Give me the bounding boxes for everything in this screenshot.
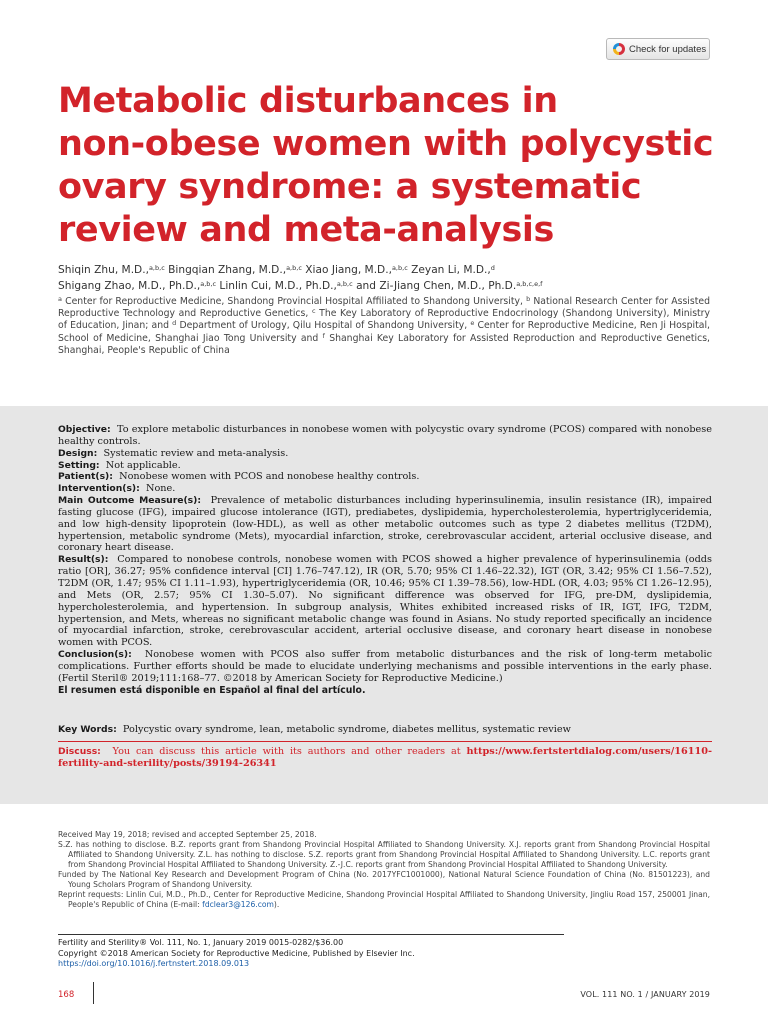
title-line: Metabolic disturbances in — [58, 81, 558, 121]
abstract-interventions — [58, 483, 712, 495]
affiliations — [58, 296, 710, 357]
author-name: Shiqin Zhu, M.D., — [58, 264, 149, 276]
crossmark-icon — [613, 43, 625, 55]
author-name: Xiao Jiang, M.D., — [301, 264, 392, 276]
design-label: Design: — [58, 447, 98, 459]
outcome-label: Main Outcome Measure(s): — [58, 495, 202, 507]
affil-sup: e — [470, 319, 475, 328]
affil-sup: c — [311, 307, 316, 316]
discuss-link[interactable]: https://www.fertstertdialog.com/users/16110-fertility-and-sterility/posts/39194-26341 — [58, 746, 712, 769]
title-line: review and meta-analysis — [58, 210, 554, 250]
affiliation-f: Shanghai Key Laboratory for Assisted Reproduction and Reproductive Genetics, Shanghai, People's Republic of China — [58, 332, 710, 356]
author-name: Zeyan Li, M.D., — [407, 264, 491, 276]
author-affiliation-sup: d — [490, 264, 495, 272]
outcome-text: Prevalence of metabolic disturbances including hyperinsulinemia, insulin resistance (IR), impaired fasting glucose (IFG), impaired glucose intolerance (IGT), prediabetes, dyslipidemia, hypercholesterolemia, hypertriglyceridemia, and low high-density lipoprotein (low-HDL), as well as other metabolic outcomes such as type 2 diabetes mellitus (T2DM), hypertension, metabolic syndrome (Mets), myocardial infarction, stroke, cerebrovascular accident, arterial occlusive disease, and coronary heart disease. — [58, 495, 713, 554]
discuss-divider — [58, 741, 712, 742]
author-affiliation-sup: a,b,c — [148, 264, 165, 272]
affiliation-e: Center for Reproductive Medicine, Ren Ji Hospital, School of Medicine, Shanghai Jiao Tong University and — [58, 320, 711, 344]
affiliation-b: National Research Center for Assisted Reproductive Technology and Reproductive Genetics, — [58, 296, 710, 320]
design-text: Systematic review and meta-analysis. — [103, 447, 289, 459]
doi-link[interactable]: https://doi.org/10.1016/j.fertnstert.2018.09.013 — [58, 959, 250, 969]
discuss-text: You can discuss this article with its authors and other readers at — [112, 746, 467, 757]
author-affiliation-sup: a,b,c — [336, 280, 353, 288]
author-affiliation-sup: a,b,c,e,f — [516, 280, 543, 288]
volume-issue: VOL. 111 NO. 1 / JANUARY 2019 — [580, 990, 710, 999]
received-dates: Received May 19, 2018; revised and accepted September 25, 2018. — [58, 830, 317, 839]
footer-divider — [93, 982, 94, 1004]
discuss-label: Discuss: — [58, 746, 101, 757]
journal-info — [58, 938, 658, 970]
journal-citation: Fertility and Sterility® Vol. 111, No. 1, January 2019 0015-0282/$36.00 — [58, 938, 344, 947]
affil-sup: a — [58, 295, 62, 303]
patients-text: Nonobese women with PCOS and nonobese healthy controls. — [119, 471, 420, 483]
journal-info-divider — [58, 934, 564, 935]
page-number: 168 — [58, 990, 75, 1000]
setting-text: Not applicable. — [105, 459, 181, 471]
author-name: Bingqian Zhang, M.D., — [164, 264, 287, 276]
abstract-results — [58, 554, 712, 649]
abstract-setting — [58, 460, 712, 472]
affil-sup: b — [526, 295, 531, 303]
author-line — [58, 278, 710, 294]
patients-label: Patient(s): — [58, 471, 113, 483]
setting-label: Setting: — [58, 459, 100, 471]
objective-label: Objective: — [58, 424, 111, 435]
keywords-label: Key Words: — [58, 724, 117, 735]
author-affiliation-sup: a,b,c — [286, 264, 302, 272]
abstract — [58, 424, 712, 696]
interventions-label: Intervention(s): — [58, 483, 140, 495]
affiliation-c: The Key Laboratory of Reproductive Endocrinology (Shandong University), Ministry of Education, Jinan; and — [58, 308, 711, 332]
affiliation-d: Department of Urology, Qilu Hospital of Shandong University, — [176, 320, 468, 332]
article-footnotes — [58, 830, 710, 910]
affil-sup: f — [322, 331, 325, 340]
abstract-design — [58, 448, 712, 460]
email-link[interactable]: fdclear3@126.com — [202, 900, 274, 909]
author-line — [58, 262, 710, 278]
reprint-end: ). — [273, 900, 280, 909]
affil-sup: d — [172, 319, 177, 328]
title-line: ovary syndrome: a systematic — [58, 167, 642, 207]
copyright-line: Copyright ©2018 American Society for Reproductive Medicine, Published by Elsevier Inc. — [58, 948, 415, 958]
check-for-updates-button[interactable] — [606, 38, 710, 60]
check-for-updates-label: Check for updates — [629, 43, 707, 55]
spanish-abstract-note: El resumen está disponible en Español al final del artículo. — [58, 684, 366, 696]
reprint-text: Reprint requests: Linlin Cui, M.D., Ph.D., Center for Reproductive Medicine, Shandong Provincial Hospital Affiliated to Shandong University, Jingliu Road 157, 250001 Jinan, People's Republic of China (E-mail: — [58, 890, 710, 909]
author-affiliation-sup: a,b,c — [200, 280, 217, 288]
abstract-patients — [58, 471, 712, 483]
reprint-requests — [58, 890, 710, 910]
author-list — [58, 262, 710, 294]
abstract-outcome — [58, 495, 712, 554]
keywords — [58, 724, 712, 735]
results-label: Result(s): — [58, 554, 109, 566]
interventions-text: None. — [145, 483, 176, 495]
affiliation-a: Center for Reproductive Medicine, Shandong Provincial Hospital Affiliated to Shandong University, — [61, 296, 523, 307]
author-name: Linlin Cui, M.D., Ph.D., — [216, 280, 337, 292]
funding-statement: Funded by The National Key Research and Development Program of China (No. 2017YFC1001000), National Natural Science Foundation of China (No. 81501223), and Young Scholars Program of Shandong University. — [58, 870, 710, 889]
conclusions-label: Conclusion(s): — [58, 649, 132, 661]
disclosure-statement: S.Z. has nothing to disclose. B.Z. reports grant from Shandong Provincial Hospital Affiliated to Shandong University. X.J. reports grant from Shandong Provincial Hospital Affiliated to Shandong University. Z.L. has nothing to disclose. S.Z. reports grant from Shandong Provincial Hospital Affiliated to Shandong University. L.C. reports grant from Shandong Provincial Hospital Affiliated to Shandong University. Z.-J.C. reports grant from Shandong Provincial Hospital Affiliated to Shandong University. — [58, 840, 710, 869]
conclusions-text: Nonobese women with PCOS also suffer from metabolic disturbances and the risk of long-term metabolic complications. Further efforts should be made to elucidate underlying mechanisms and possible interventions in the early phase. (Fertil Steril® 2019;111:168–77. ©2018 by American Society for Reproductive Medicine.) — [58, 649, 712, 684]
author-name: and Zi-Jiang Chen, M.D., Ph.D. — [352, 280, 517, 292]
abstract-conclusions — [58, 649, 712, 685]
results-text: Compared to nonobese controls, nonobese women with PCOS showed a higher prevalence of hyperinsulinemia (odds ratio [OR], 36.27; 95% confidence interval [CI] 1.76–747.12), IR (OR, 5.70; 95% CI 1.46–22.32), IGT (OR, 3.42; 95% CI 1.56–7.52), T2DM (OR, 1.47; 95% CI 1.11–1.93), hypertriglyceridemia (OR, 10.46; 95% CI 1.39–78.56), low-HDL (OR, 4.03; 95% CI 1.26–12.95), and Mets (OR, 2.57; 95% CI 1.30–5.07). No significant difference was observed for IFG, pre-DM, dyslipidemia, hypercholesterolemia, and hypertension. In subgroup analysis, Whites exhibited increased risks of IR, IGT, IFG, T2DM, hypertension, and Mets, whereas no significant metabolic change was found in Asians. No study reported specifically an incidence of myocardial infarction, stroke, cerebrovascular accident, arterial occlusive disease, and coronary heart disease in nonobese women with PCOS. — [58, 554, 712, 649]
author-affiliation-sup: a,b,c — [391, 264, 408, 272]
article-title — [58, 80, 714, 252]
author-name: Shigang Zhao, M.D., Ph.D., — [58, 280, 201, 292]
abstract-objective — [58, 424, 712, 448]
discuss-section — [58, 746, 712, 770]
objective-text: To explore metabolic disturbances in nonobese women with polycystic ovary syndrome (PCOS) compared with nonobese healthy controls. — [58, 424, 712, 447]
title-line: non-obese women with polycystic — [58, 124, 714, 164]
keywords-text: Polycystic ovary syndrome, lean, metabolic syndrome, diabetes mellitus, systematic review — [122, 724, 571, 735]
